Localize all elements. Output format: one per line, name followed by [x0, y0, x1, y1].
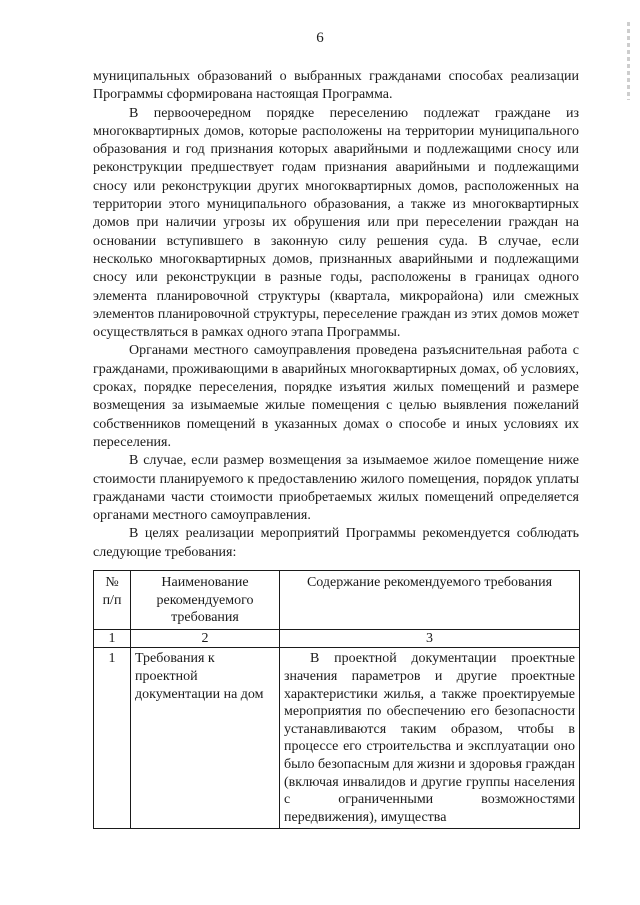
row-content: В проектной документации проектные значения параметров и другие проектные характеристики жилья, а также проектируемые мероприятия по обеспечению его безопасности устанавливаются таким образом, чтобы в процессе его строительства и эксплуатации оно было безопасным для жизни и здоровья граждан (включая инвалидов и другие группы населения с ограниченными возможностями передвижения), имущества: [284, 651, 575, 825]
requirements-table: [93, 570, 580, 829]
row-content-cell: [280, 648, 580, 829]
header-content: Содержание рекомендуемого требования: [280, 571, 580, 630]
column-number: 2: [131, 629, 280, 648]
row-name: Требования к проектной документации на дом: [131, 648, 280, 829]
paragraph-compensation: В случае, если размер возмещения за изымаемое жилое помещение ниже стоимости планируемого к предоставлению жилого помещения, порядок уплаты гражданами части стоимости приобретаемых жилых помещений определяется органами местного самоуправления.: [93, 453, 579, 524]
row-num: 1: [94, 648, 131, 829]
header-num: № п/п: [94, 571, 131, 630]
column-number: 3: [280, 629, 580, 648]
column-number: 1: [94, 629, 131, 648]
table-row: [94, 648, 580, 829]
page-number: 6: [316, 30, 324, 46]
header-name: Наименование рекомендуемого требования: [131, 571, 280, 630]
paragraph-explanatory-work: Органами местного самоуправления проведена разъяснительная работа с гражданами, проживающими в аварийных многоквартирных домах, об условиях, сроках, порядке переселения, порядке изъятия жилых помещений и размере возмещения за изымаемые жилые помещения с целью выявления пожеланий собственников помещений в указанных домах о способе и иных условиях их переселения.: [93, 343, 579, 450]
body-text: [93, 68, 579, 562]
paragraph-requirements-intro: В целях реализации мероприятий Программы рекомендуется соблюдать следующие требования:: [93, 526, 579, 560]
table-header-row: [94, 571, 580, 630]
table-column-number-row: [94, 629, 580, 648]
paragraph-continuation: муниципальных образований о выбранных гражданами способах реализации Программы сформирована настоящая Программа.: [93, 69, 579, 103]
paragraph-resettlement-priority: В первоочередном порядке переселению подлежат граждане из многоквартирных домов, которые расположены на территории муниципального образования и год признания которых аварийными и подлежащими сносу или реконструкции предшествует годам признания аварийными и подлежащими сносу или реконструкции других многоквартирных домов, расположенных на территории этого муниципального образования, а также из многоквартирных домов при наличии угрозы их обрушения или при переселении граждан на основании вступившего в законную силу решения суда. В случае, если несколько многоквартирных домов, признанных аварийными и подлежащими сносу или реконструкции в разные годы, расположены в границах одного элемента планировочной структуры (квартала, микрорайона) или смежных элементов планировочной структуры, переселение граждан из этих домов может осуществляться в рамках одного этапа Программы.: [93, 105, 579, 341]
margin-mark: [627, 22, 630, 100]
